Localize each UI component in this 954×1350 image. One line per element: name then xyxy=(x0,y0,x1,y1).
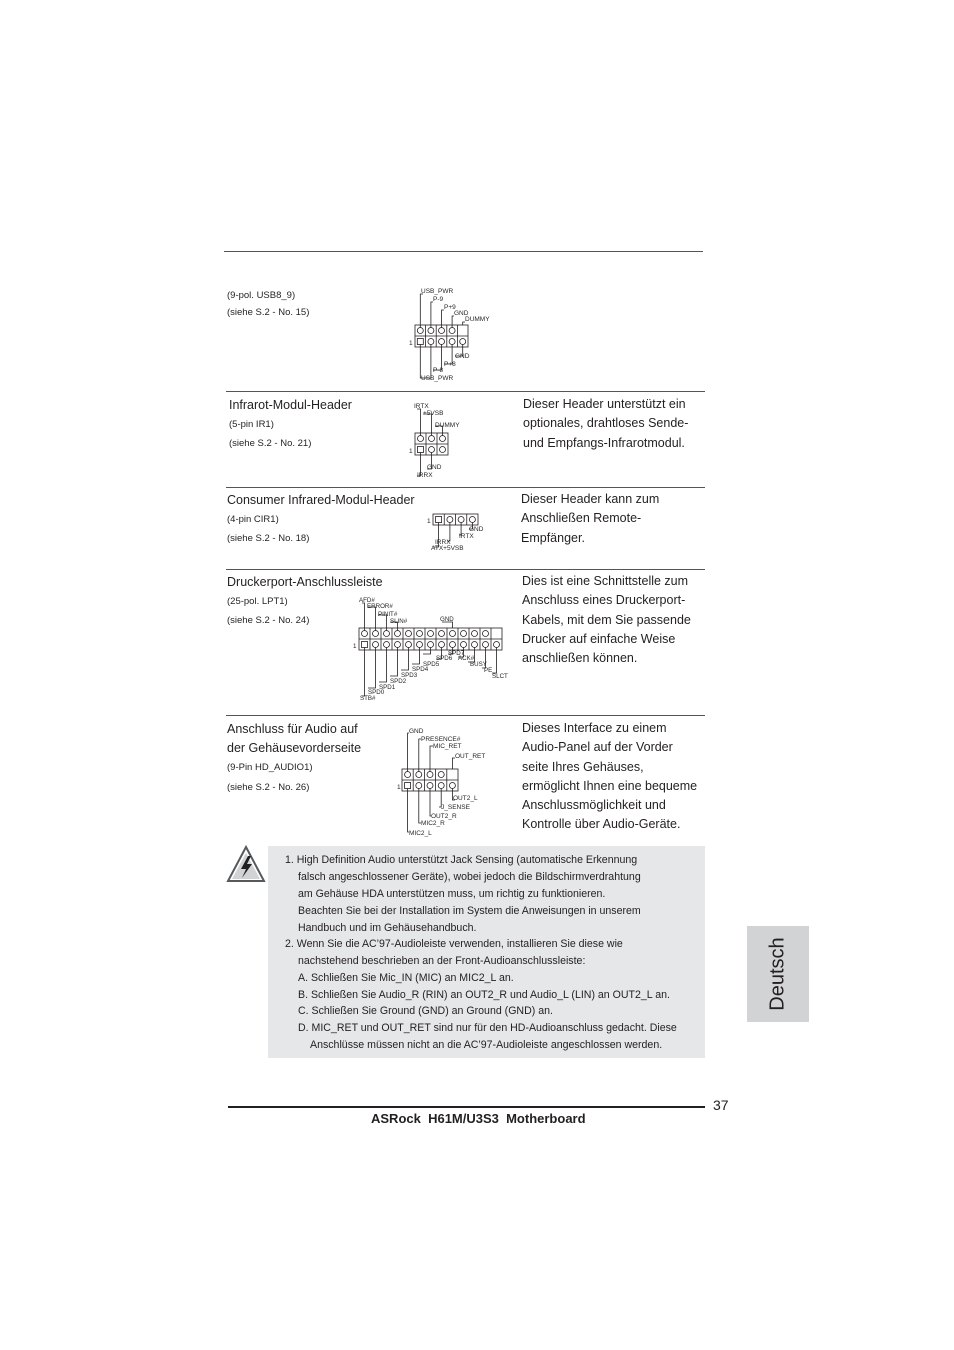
warning-icon xyxy=(225,844,267,884)
note-line: nachstehend beschrieben an der Front-Audioanschlussleiste: xyxy=(298,955,586,967)
rule-2 xyxy=(226,487,705,488)
desc-line: anschließen können. xyxy=(522,651,638,666)
desc-line: und Empfangs-Infrarotmodul. xyxy=(523,435,685,450)
audio-title-1: Anschluss für Audio auf xyxy=(227,722,358,736)
desc-line: Dies ist eine Schnittstelle zum xyxy=(522,574,689,588)
audio-pin-label: GND xyxy=(409,728,424,735)
cir-pin-label: IRRX xyxy=(435,539,451,546)
desc-line: Empfänger. xyxy=(521,530,585,545)
ir-pin-one: 1 xyxy=(409,448,413,455)
desc-line: Dieses Interface zu einem xyxy=(522,721,667,735)
desc-line: Dieser Header kann zum xyxy=(521,492,660,506)
lpt-pin-label: PE xyxy=(484,667,493,674)
audio-pin-label: MIC2_L xyxy=(409,830,432,837)
lpt-sub: (25-pol. LPT1) xyxy=(227,596,288,607)
usb-pin-label: DUMMY xyxy=(465,316,490,323)
ir-pin-label: DUMMY xyxy=(435,422,460,429)
desc-line: Kontrolle über Audio-Geräte. xyxy=(522,817,681,832)
audio-pin-label: OUT2_R xyxy=(431,813,457,820)
cir-description xyxy=(521,490,659,548)
lpt-pin-label: GND xyxy=(440,616,454,623)
note-line: C. Schließen Sie Ground (GND) an Ground (GND) an. xyxy=(298,1005,553,1017)
ir-pin-label: +5VSB xyxy=(423,410,444,417)
usb-title: (9-pol. USB8_9) xyxy=(227,290,296,301)
usb-pin-label: USB_PWR xyxy=(421,375,454,382)
lpt-pin-label: ERROR# xyxy=(367,603,393,610)
usb-pin-label: P+9 xyxy=(444,304,456,311)
lpt-pin-label: PINIT# xyxy=(378,611,398,618)
desc-line: seite Ihres Gehäuses, xyxy=(522,759,644,774)
usb-ref: (siehe S.2 - No. 15) xyxy=(227,307,310,318)
note-line: 2. Wenn Sie die AC’97-Audioleiste verwenden, installieren Sie diese wie xyxy=(285,938,623,950)
usb-pin-one: 1 xyxy=(409,340,413,347)
lpt-title: Druckerport-Anschlussleiste xyxy=(227,575,383,589)
ir-description xyxy=(523,395,688,453)
audio-pin-label: MIC_RET xyxy=(433,743,462,750)
desc-line: Kabels, mit dem Sie passende xyxy=(522,612,691,627)
cir-pin-one: 1 xyxy=(427,518,431,525)
rule-1 xyxy=(226,391,705,392)
cir-title: Consumer Infrared-Modul-Header xyxy=(227,493,415,507)
desc-line: Anschlussmöglichkeit und xyxy=(522,798,666,813)
lpt-description xyxy=(522,572,691,668)
footer-rule xyxy=(228,1106,705,1108)
ir-pin-label: IRTX xyxy=(414,403,429,410)
usb-pin-label: USB_PWR xyxy=(421,288,454,295)
usb-pin-label: GND xyxy=(454,310,469,317)
note-line: Anschlüsse müssen nicht an die AC’97-Audioleiste angeschlossen werden. xyxy=(310,1039,663,1051)
rule-3 xyxy=(226,569,705,570)
lpt-ref: (siehe S.2 - No. 24) xyxy=(227,615,310,626)
cir-header-diagram xyxy=(425,510,495,555)
audio-ref: (siehe S.2 - No. 26) xyxy=(227,782,310,793)
lpt-pin-label: ACK# xyxy=(458,655,475,662)
audio-description xyxy=(522,719,697,835)
usb-pin-label: GND xyxy=(455,353,470,360)
audio-sub: (9-Pin HD_AUDIO1) xyxy=(227,762,313,773)
note-line: A. Schließen Sie Mic_IN (MIC) an MIC2_L an. xyxy=(298,972,514,984)
lpt-pin-label: SPD5 xyxy=(423,661,440,668)
desc-line: Drucker auf einfache Weise xyxy=(522,631,676,646)
note-line: Handbuch und im Gehäusehandbuch. xyxy=(298,922,477,934)
cir-pin-label: GND xyxy=(469,526,484,533)
ir-sub: (5-pin IR1) xyxy=(229,419,274,430)
lpt-pin-one: 1 xyxy=(353,643,357,650)
page-number: 37 xyxy=(713,1097,729,1113)
audio-pin-label: MIC2_R xyxy=(421,820,445,827)
lpt-header-diagram xyxy=(350,592,520,704)
cir-pin-label: IRTX xyxy=(459,533,474,540)
audio-pin-label: J_SENSE xyxy=(441,804,470,811)
lpt-pin-label: SPD2 xyxy=(390,678,407,685)
ir-title: Infrarot-Modul-Header xyxy=(229,398,352,412)
lpt-pin-label: AFD# xyxy=(359,597,375,604)
desc-line: Audio-Panel auf der Vorder xyxy=(522,740,673,755)
lpt-pin-label: SPD7 xyxy=(448,650,465,657)
note-line: D. MIC_RET und OUT_RET sind nur für den HD-Audioanschluss gedacht. Diese xyxy=(298,1022,677,1034)
note-line: am Gehäuse HDA unterstützen muss, um richtig zu funktionieren. xyxy=(298,888,606,900)
lpt-pin-label: STB# xyxy=(360,695,376,702)
lpt-pin-label: SLIN# xyxy=(390,618,408,625)
note-line: falsch angeschlossener Geräte), wobei jedoch die Bildschirmverdrahtung xyxy=(298,871,641,883)
cir-sub: (4-pin CIR1) xyxy=(227,514,279,525)
usb-pin-label: P-9 xyxy=(433,296,444,303)
usb-header-diagram xyxy=(405,284,505,384)
lpt-pin-label: SPD4 xyxy=(412,666,429,673)
ir-pin-label: IRRX xyxy=(417,472,433,479)
footer-model: ASRock H61M/U3S3 Motherboard xyxy=(371,1111,586,1126)
lpt-pin-label: SPD6 xyxy=(436,655,453,662)
desc-line: Anschließen Remote- xyxy=(521,511,642,526)
top-rule xyxy=(224,251,703,252)
lpt-pin-label: SPD3 xyxy=(401,672,418,679)
audio-title-2: der Gehäusevorderseite xyxy=(227,741,362,755)
ir-ref: (siehe S.2 - No. 21) xyxy=(229,438,312,449)
language-tab-label: Deutsch xyxy=(766,937,789,1011)
ir-pin-label: GND xyxy=(427,464,442,471)
desc-line: Dieser Header unterstützt ein xyxy=(523,397,686,411)
desc-line: optionales, drahtloses Sende- xyxy=(523,416,689,431)
lpt-pin-label: SPD0 xyxy=(368,689,385,696)
desc-line: Anschluss eines Druckerport- xyxy=(522,593,686,608)
note-line: Beachten Sie bei der Installation im System die Anweisungen in unserem xyxy=(298,905,641,917)
usb-pin-label: P+8 xyxy=(444,361,456,368)
cir-ref: (siehe S.2 - No. 18) xyxy=(227,533,310,544)
audio-pin-label: OUT2_L xyxy=(453,795,478,802)
audio-pin-one: 1 xyxy=(397,784,401,791)
language-tab xyxy=(747,926,809,1022)
lpt-pin-label: SPD1 xyxy=(379,684,396,691)
audio-header-diagram xyxy=(393,722,493,840)
cir-pin-label: ATX+5VSB xyxy=(431,545,464,552)
note-line: B. Schließen Sie Audio_R (RIN) an OUT2_R und Audio_L (LIN) an OUT2_L an. xyxy=(298,989,670,1001)
ir-header-diagram xyxy=(405,399,480,481)
rule-4 xyxy=(226,715,705,716)
lpt-pin-label: SLCT xyxy=(492,673,508,680)
audio-pin-label: PRESENCE# xyxy=(421,736,461,743)
usb-pin-label: P-8 xyxy=(433,367,444,374)
audio-pin-label: OUT_RET xyxy=(455,753,486,760)
desc-line: ermöglicht Ihnen eine bequeme xyxy=(522,778,698,793)
lpt-pin-label: BUSY xyxy=(470,661,487,668)
note-line: 1. High Definition Audio unterstützt Jack Sensing (automatische Erkennung xyxy=(285,854,638,866)
